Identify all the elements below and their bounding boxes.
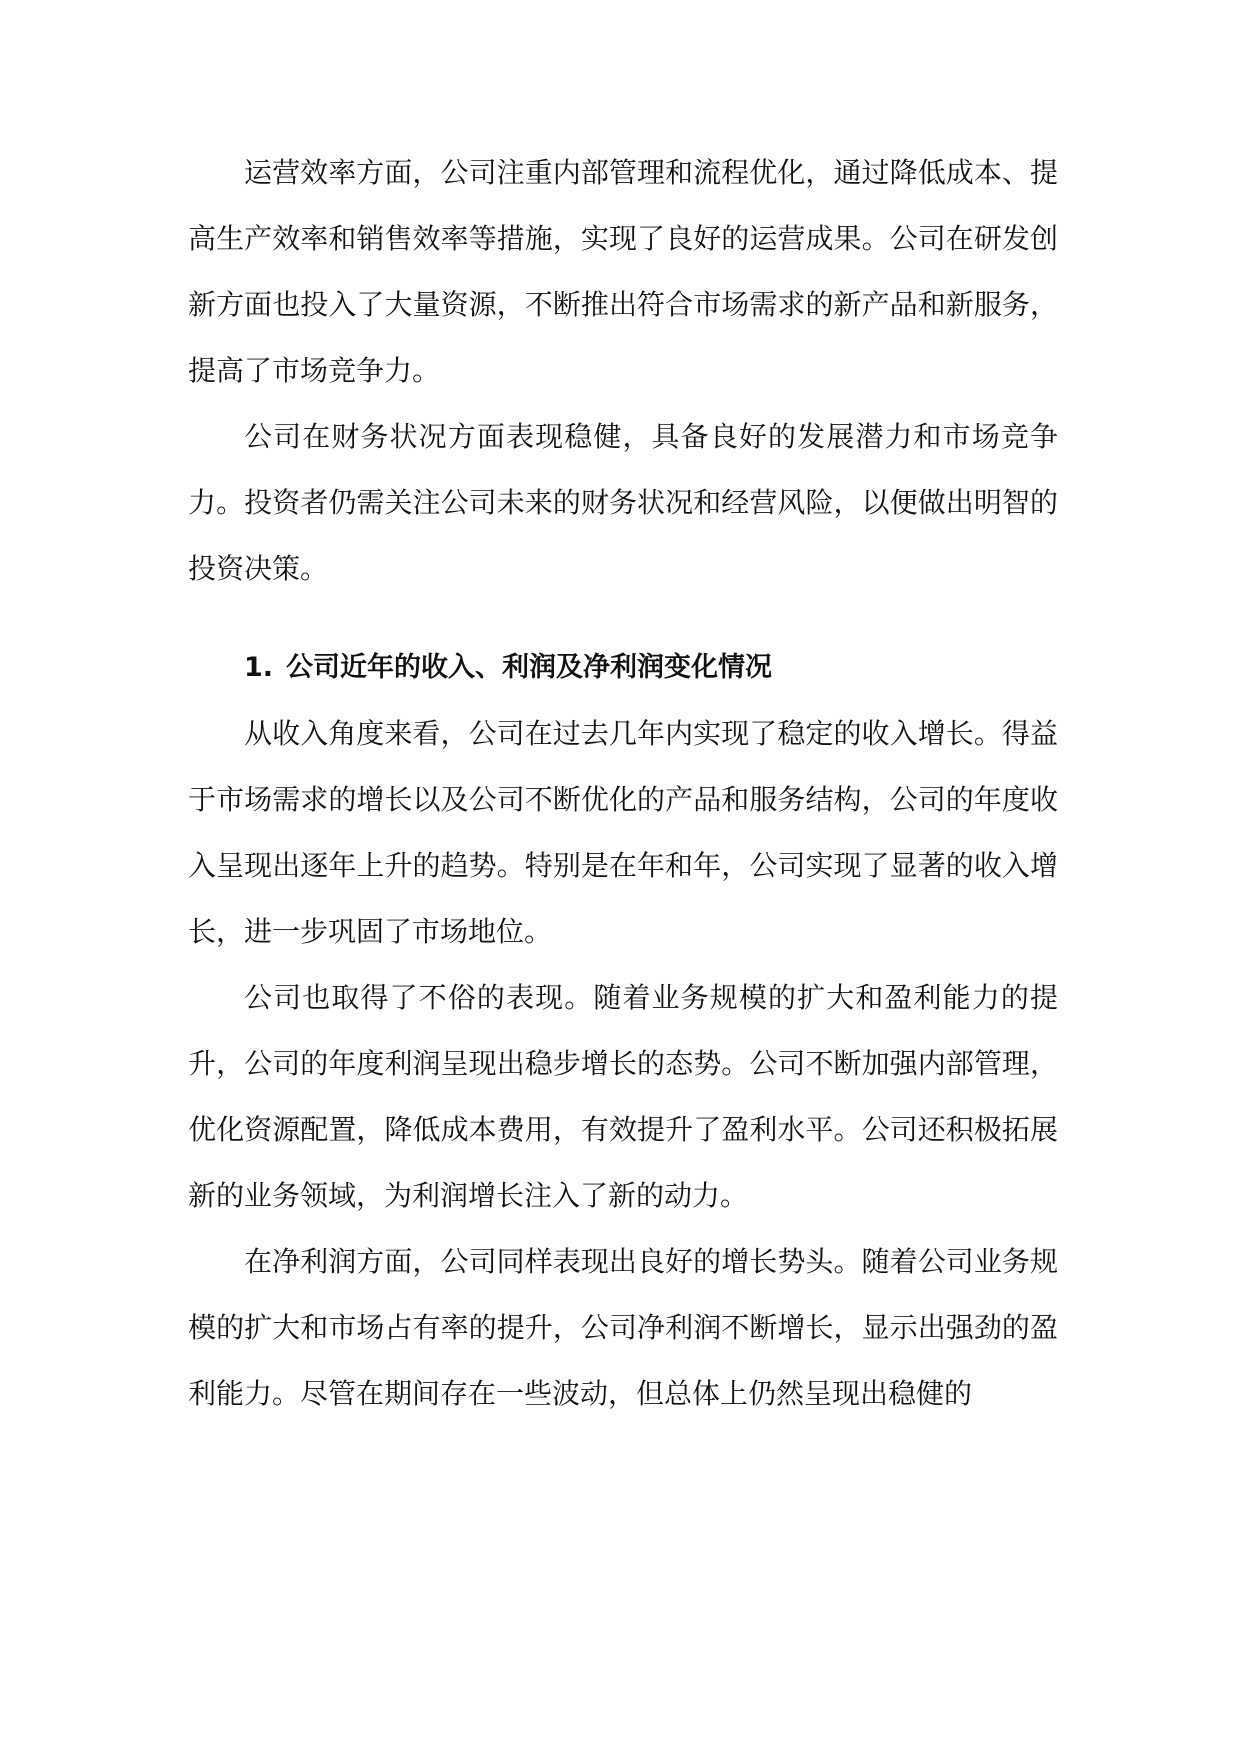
- paragraph-revenue: 从收入角度来看，公司在过去几年内实现了稳定的收入增长。得益于市场需求的增长以及公司不断优化的产品和服务结构，公司的年度收入呈现出逐年上升的趋势。特别是在年和年，公司实现了显著的收入增长，进一步巩固了市场地位。: [188, 717, 1058, 948]
- document-body: [188, 140, 1058, 1427]
- section-title: 公司近年的收入、利润及净利润变化情况: [286, 652, 772, 683]
- paragraph-financial-condition: 公司在财务状况方面表现稳健，具备良好的发展潜力和市场竞争力。投资者仍需关注公司未来的财务状况和经营风险，以便做出明智的投资决策。: [188, 420, 1058, 585]
- paragraph-operating-efficiency: 运营效率方面，公司注重内部管理和流程优化，通过降低成本、提高生产效率和销售效率等措施，实现了良好的运营成果。公司在研发创新方面也投入了大量资源，不断推出符合市场需求的新产品和新服务，提高了市场竞争力。: [188, 156, 1058, 387]
- paragraph-net-profit: 在净利润方面，公司同样表现出良好的增长势头。随着公司业务规模的扩大和市场占有率的提升，公司净利润不断增长，显示出强劲的盈利能力。尽管在期间存在一些波动，但总体上仍然呈现出稳健的: [188, 1245, 1058, 1410]
- section-number: 1.: [244, 652, 274, 683]
- paragraph-profit: 公司也取得了不俗的表现。随着业务规模的扩大和盈利能力的提升，公司的年度利润呈现出稳步增长的态势。公司不断加强内部管理，优化资源配置，降低成本费用，有效提升了盈利水平。公司还积极拓展新的业务领域，为利润增长注入了新的动力。: [188, 981, 1058, 1212]
- section-heading: [188, 635, 1058, 701]
